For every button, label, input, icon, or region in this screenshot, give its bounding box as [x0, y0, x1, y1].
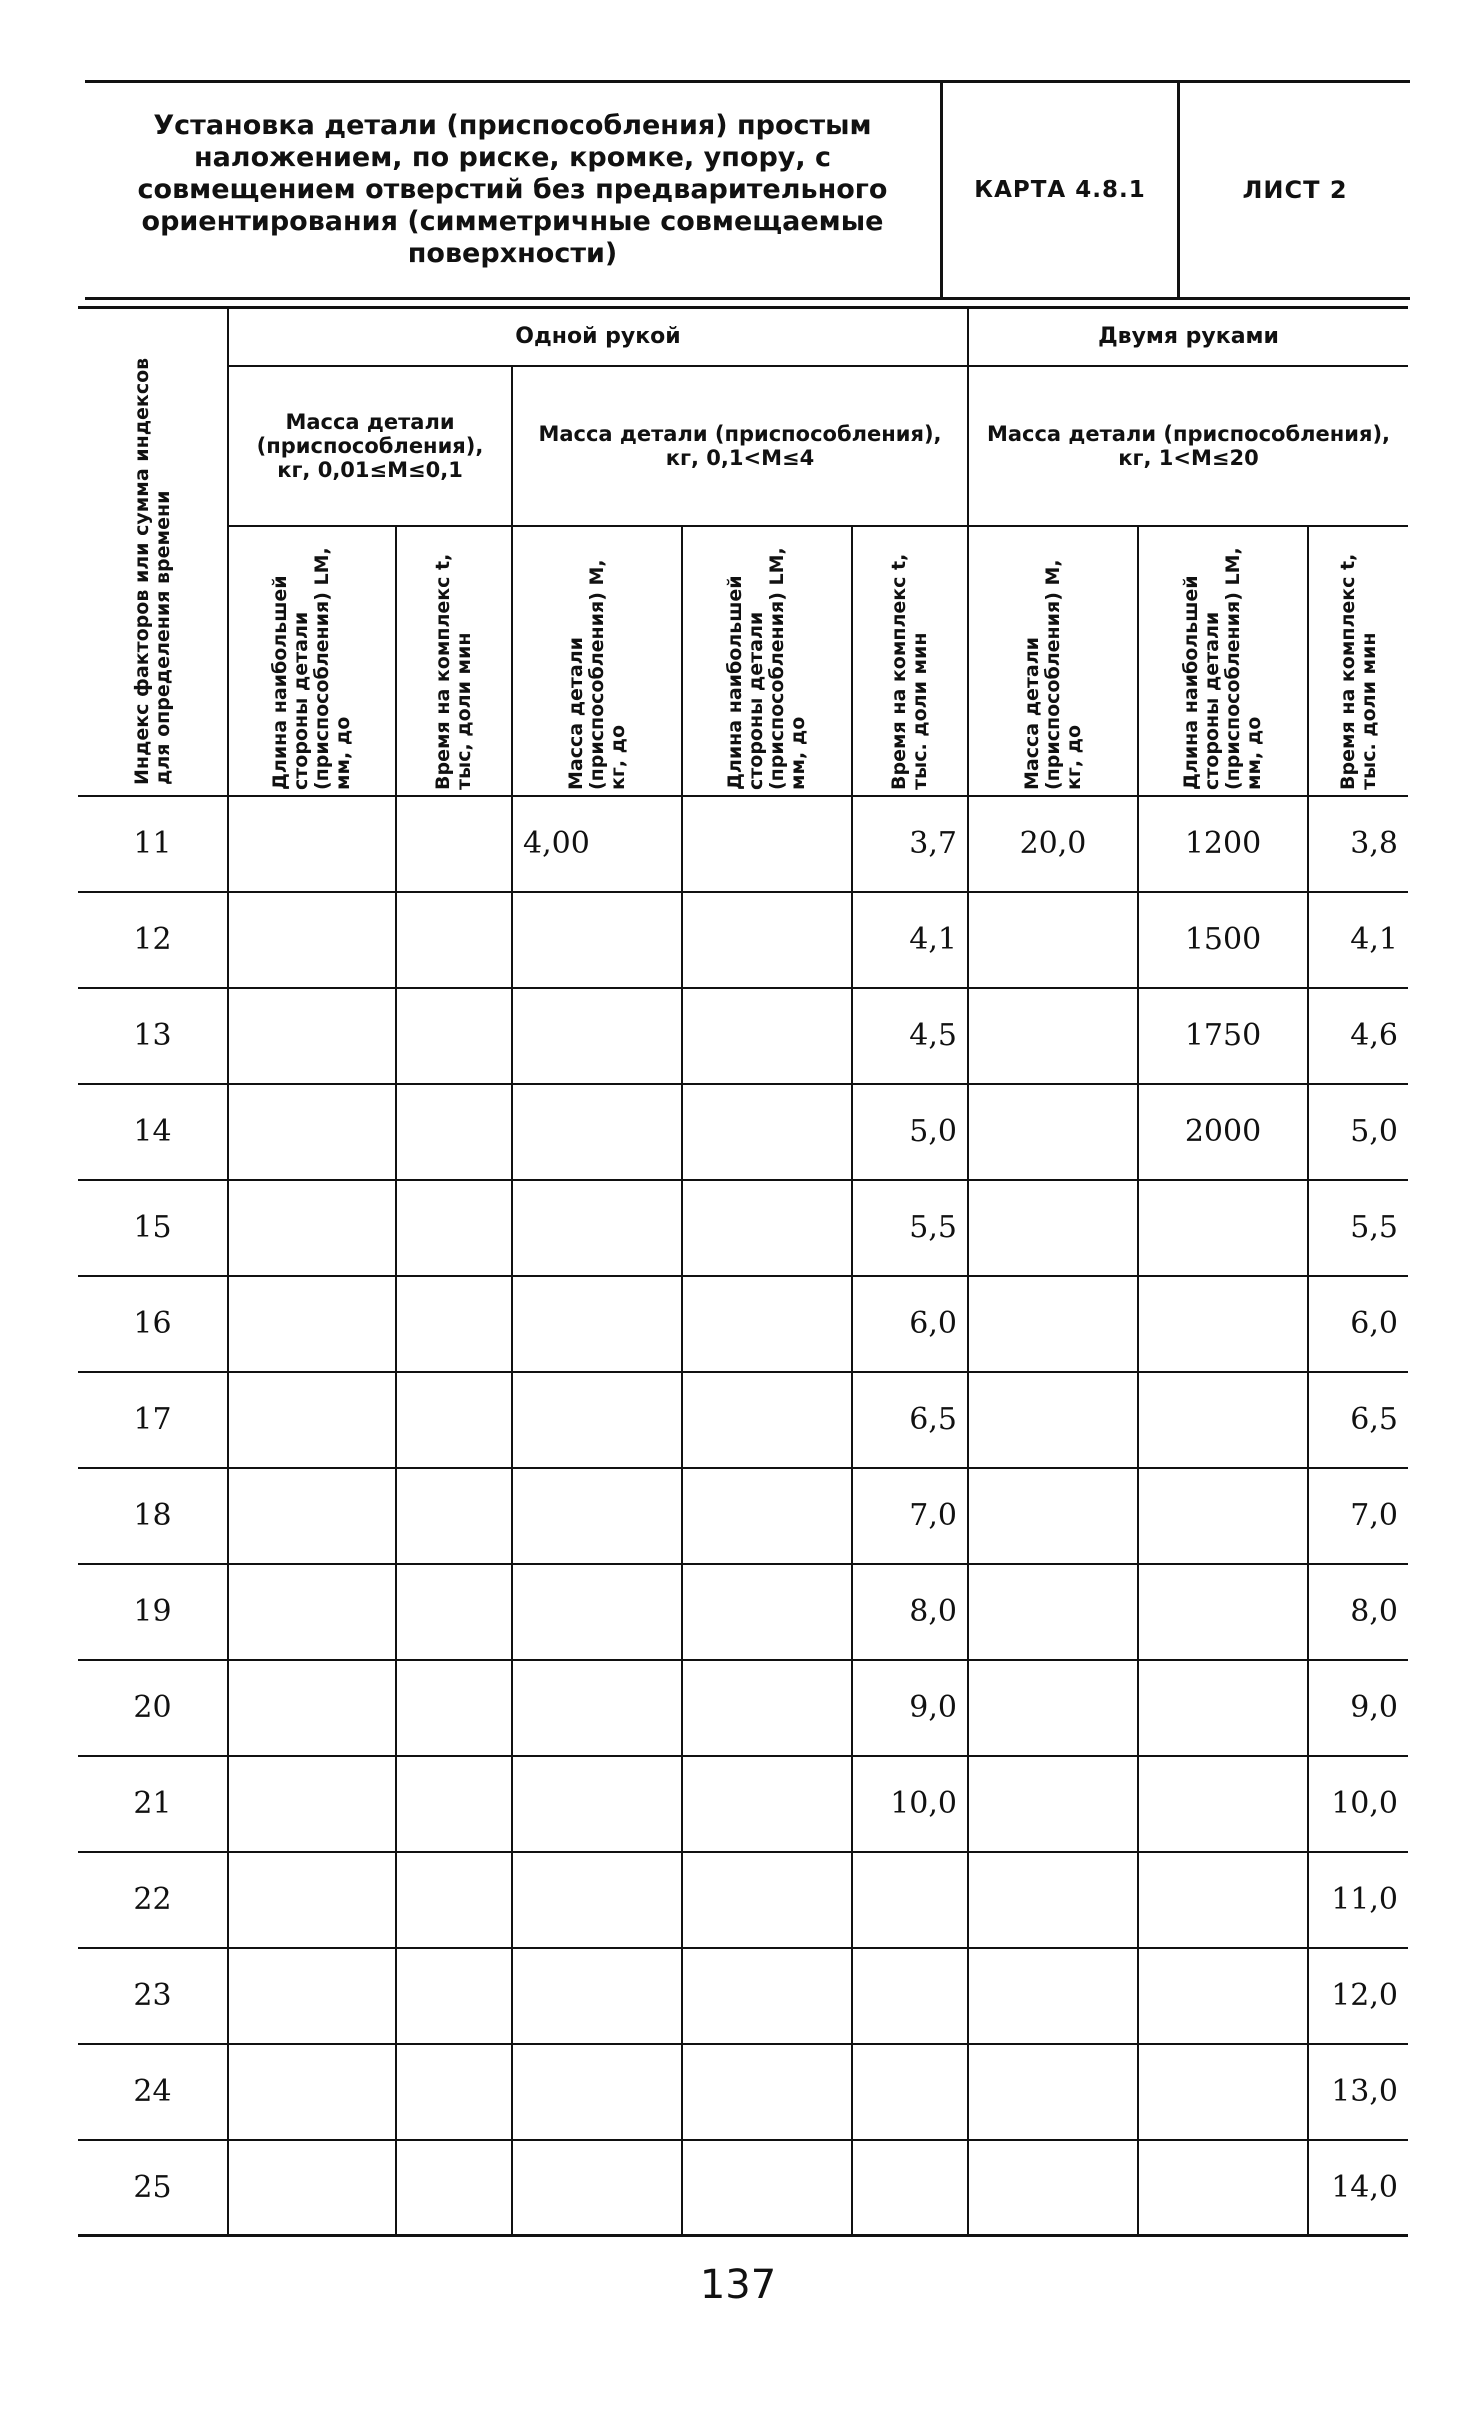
cell-a-time: [396, 1756, 512, 1852]
cell-a-time: [396, 1468, 512, 1564]
card-number: КАРТА 4.8.1: [940, 83, 1180, 297]
cell-b-len: [682, 1372, 852, 1468]
cell-c-time: 12,0: [1308, 1948, 1408, 2044]
cell-c-mass: [968, 1756, 1138, 1852]
cell-a-time: [396, 988, 512, 1084]
cell-idx: 19: [78, 1564, 228, 1660]
cell-idx: 23: [78, 1948, 228, 2044]
cell-c-len: [1138, 1852, 1308, 1948]
table-row: [78, 1276, 1408, 1372]
cell-a-time: [396, 1276, 512, 1372]
cell-b-len: [682, 1180, 852, 1276]
cell-b-time: 7,0: [852, 1468, 968, 1564]
cell-c-time: 5,0: [1308, 1084, 1408, 1180]
cell-b-mass: [512, 1564, 682, 1660]
table-row: [78, 1948, 1408, 2044]
cell-idx: 11: [78, 796, 228, 892]
cell-c-mass: [968, 1852, 1138, 1948]
cell-a-len: [228, 796, 396, 892]
cell-b-time: 6,5: [852, 1372, 968, 1468]
cell-c-time: 7,0: [1308, 1468, 1408, 1564]
table-row: [78, 2140, 1408, 2236]
cell-b-mass: [512, 1852, 682, 1948]
table-row: [78, 2044, 1408, 2140]
cell-b-len: [682, 1756, 852, 1852]
cell-c-mass: [968, 2140, 1138, 2236]
cell-c-mass: [968, 1564, 1138, 1660]
table-row: [78, 1468, 1408, 1564]
cell-b-len: [682, 1660, 852, 1756]
cell-c-mass: [968, 892, 1138, 988]
cell-b-len: [682, 2044, 852, 2140]
cell-b-mass: [512, 2044, 682, 2140]
cell-c-mass: [968, 1084, 1138, 1180]
cell-c-len: 1500: [1138, 892, 1308, 988]
table-row: [78, 1084, 1408, 1180]
cell-c-len: [1138, 1564, 1308, 1660]
cell-b-time: [852, 1948, 968, 2044]
cell-c-mass: 20,0: [968, 796, 1138, 892]
table-row: [78, 892, 1408, 988]
cell-b-len: [682, 1276, 852, 1372]
b-time-header: Время на комплекс t, тыс. доли мин: [852, 526, 968, 796]
cell-b-len: [682, 988, 852, 1084]
cell-c-time: 4,1: [1308, 892, 1408, 988]
cell-c-time: 8,0: [1308, 1564, 1408, 1660]
cell-c-time: 5,5: [1308, 1180, 1408, 1276]
cell-a-time: [396, 1948, 512, 2044]
page-number: 137: [699, 2262, 777, 2308]
card-title: Установка детали (приспособления) простым наложением, по риске, кромке, упору, с совмещением отверстий без предварительного ориентирования (симметричные совмещаемые поверхности): [137, 110, 888, 269]
cell-b-len: [682, 1564, 852, 1660]
cell-a-time: [396, 1372, 512, 1468]
c-time-header: Время на комплекс t, тыс. доли мин: [1308, 526, 1408, 796]
cell-b-mass: [512, 1372, 682, 1468]
cell-c-len: [1138, 1276, 1308, 1372]
cell-b-len: [682, 1852, 852, 1948]
cell-c-len: [1138, 2140, 1308, 2236]
cell-b-len: [682, 796, 852, 892]
cell-c-mass: [968, 1468, 1138, 1564]
cell-b-mass: [512, 1276, 682, 1372]
cell-c-len: [1138, 1468, 1308, 1564]
cell-a-len: [228, 1564, 396, 1660]
cell-a-len: [228, 892, 396, 988]
cell-b-mass: [512, 2140, 682, 2236]
cell-idx: 22: [78, 1852, 228, 1948]
cell-b-time: 6,0: [852, 1276, 968, 1372]
cell-c-mass: [968, 1180, 1138, 1276]
cell-b-mass: [512, 1948, 682, 2044]
cell-c-time: 4,6: [1308, 988, 1408, 1084]
cell-c-time: 13,0: [1308, 2044, 1408, 2140]
mass-range-a-header: Масса детали (приспособления), кг, 0,01≤M≤0,1: [228, 366, 512, 526]
cell-a-time: [396, 1660, 512, 1756]
table-body: [78, 796, 1408, 2236]
c-mass-header: Масса детали (приспособления) M, кг, до: [968, 526, 1138, 796]
cell-b-time: [852, 2140, 968, 2236]
cell-a-len: [228, 1660, 396, 1756]
cell-idx: 16: [78, 1276, 228, 1372]
cell-a-time: [396, 2140, 512, 2236]
cell-b-len: [682, 1468, 852, 1564]
one-hand-header: Одной рукой: [228, 308, 968, 366]
cell-b-mass: 4,00: [512, 796, 682, 892]
cell-a-len: [228, 2044, 396, 2140]
table-row: [78, 1852, 1408, 1948]
cell-c-mass: [968, 1660, 1138, 1756]
cell-b-mass: [512, 1660, 682, 1756]
cell-b-mass: [512, 1756, 682, 1852]
cell-c-time: 6,5: [1308, 1372, 1408, 1468]
cell-c-time: 9,0: [1308, 1660, 1408, 1756]
cell-a-len: [228, 1276, 396, 1372]
cell-a-len: [228, 1468, 396, 1564]
cell-c-len: 2000: [1138, 1084, 1308, 1180]
b-length-header: Длина наибольшей стороны детали (приспособления) LM, мм, до: [682, 526, 852, 796]
cell-a-len: [228, 1756, 396, 1852]
cell-a-len: [228, 1852, 396, 1948]
cell-b-len: [682, 1084, 852, 1180]
cell-idx: 20: [78, 1660, 228, 1756]
cell-idx: 13: [78, 988, 228, 1084]
mass-range-c-header: Масса детали (приспособления), кг, 1<M≤20: [968, 366, 1408, 526]
cell-a-time: [396, 892, 512, 988]
cell-b-time: 4,1: [852, 892, 968, 988]
cell-b-time: 5,5: [852, 1180, 968, 1276]
cell-a-len: [228, 1948, 396, 2044]
cell-b-time: [852, 1852, 968, 1948]
cell-c-time: 14,0: [1308, 2140, 1408, 2236]
cell-b-mass: [512, 1468, 682, 1564]
cell-a-time: [396, 1564, 512, 1660]
two-hands-header: Двумя руками: [968, 308, 1408, 366]
cell-idx: 25: [78, 2140, 228, 2236]
cell-a-len: [228, 988, 396, 1084]
cell-a-len: [228, 1084, 396, 1180]
cell-b-time: 9,0: [852, 1660, 968, 1756]
cell-c-len: [1138, 1372, 1308, 1468]
sheet-number: ЛИСТ 2: [1242, 176, 1348, 204]
cell-b-time: 5,0: [852, 1084, 968, 1180]
a-length-header: Длина наибольшей стороны детали (приспособления) LM, мм, до: [228, 526, 396, 796]
cell-b-len: [682, 2140, 852, 2236]
cell-idx: 21: [78, 1756, 228, 1852]
cell-c-mass: [968, 2044, 1138, 2140]
cell-b-time: [852, 2044, 968, 2140]
cell-b-time: 8,0: [852, 1564, 968, 1660]
cell-b-time: 10,0: [852, 1756, 968, 1852]
cell-c-mass: [968, 1276, 1138, 1372]
mass-range-b-header: Масса детали (приспособления), кг, 0,1<M≤4: [512, 366, 968, 526]
cell-b-len: [682, 1948, 852, 2044]
cell-idx: 15: [78, 1180, 228, 1276]
a-time-header: Время на комплекс t, тыс, доли мин: [396, 526, 512, 796]
cell-idx: 24: [78, 2044, 228, 2140]
cell-a-len: [228, 1372, 396, 1468]
cell-b-mass: [512, 892, 682, 988]
cell-c-time: 3,8: [1308, 796, 1408, 892]
cell-b-mass: [512, 1084, 682, 1180]
b-mass-header: Масса детали (приспособления) M, кг, до: [512, 526, 682, 796]
table-row: [78, 1564, 1408, 1660]
cell-a-time: [396, 1084, 512, 1180]
table-row: [78, 1180, 1408, 1276]
cell-c-len: [1138, 1756, 1308, 1852]
card-header: [85, 80, 1410, 300]
cell-idx: 17: [78, 1372, 228, 1468]
cell-c-time: 11,0: [1308, 1852, 1408, 1948]
cell-c-len: 1750: [1138, 988, 1308, 1084]
cell-b-mass: [512, 1180, 682, 1276]
cell-c-time: 10,0: [1308, 1756, 1408, 1852]
cell-a-len: [228, 2140, 396, 2236]
cell-c-mass: [968, 988, 1138, 1084]
norms-table: [78, 306, 1408, 2237]
cell-c-mass: [968, 1948, 1138, 2044]
cell-a-len: [228, 1180, 396, 1276]
cell-a-time: [396, 2044, 512, 2140]
cell-c-len: 1200: [1138, 796, 1308, 892]
c-length-header: Длина наибольшей стороны детали (приспособления) LM, мм, до: [1138, 526, 1308, 796]
cell-b-time: 4,5: [852, 988, 968, 1084]
cell-c-len: [1138, 2044, 1308, 2140]
table-row: [78, 1660, 1408, 1756]
cell-idx: 14: [78, 1084, 228, 1180]
table-row: [78, 988, 1408, 1084]
table-row: [78, 1756, 1408, 1852]
cell-c-len: [1138, 1180, 1308, 1276]
cell-b-len: [682, 892, 852, 988]
cell-a-time: [396, 1180, 512, 1276]
cell-a-time: [396, 1852, 512, 1948]
cell-c-time: 6,0: [1308, 1276, 1408, 1372]
cell-b-mass: [512, 988, 682, 1084]
table-row: [78, 796, 1408, 892]
index-column-header: Индекс факторов или сумма индексов для определения времени: [78, 308, 228, 796]
table-row: [78, 1372, 1408, 1468]
cell-b-time: 3,7: [852, 796, 968, 892]
cell-idx: 12: [78, 892, 228, 988]
cell-c-len: [1138, 1948, 1308, 2044]
cell-a-time: [396, 796, 512, 892]
cell-c-len: [1138, 1660, 1308, 1756]
cell-idx: 18: [78, 1468, 228, 1564]
cell-c-mass: [968, 1372, 1138, 1468]
